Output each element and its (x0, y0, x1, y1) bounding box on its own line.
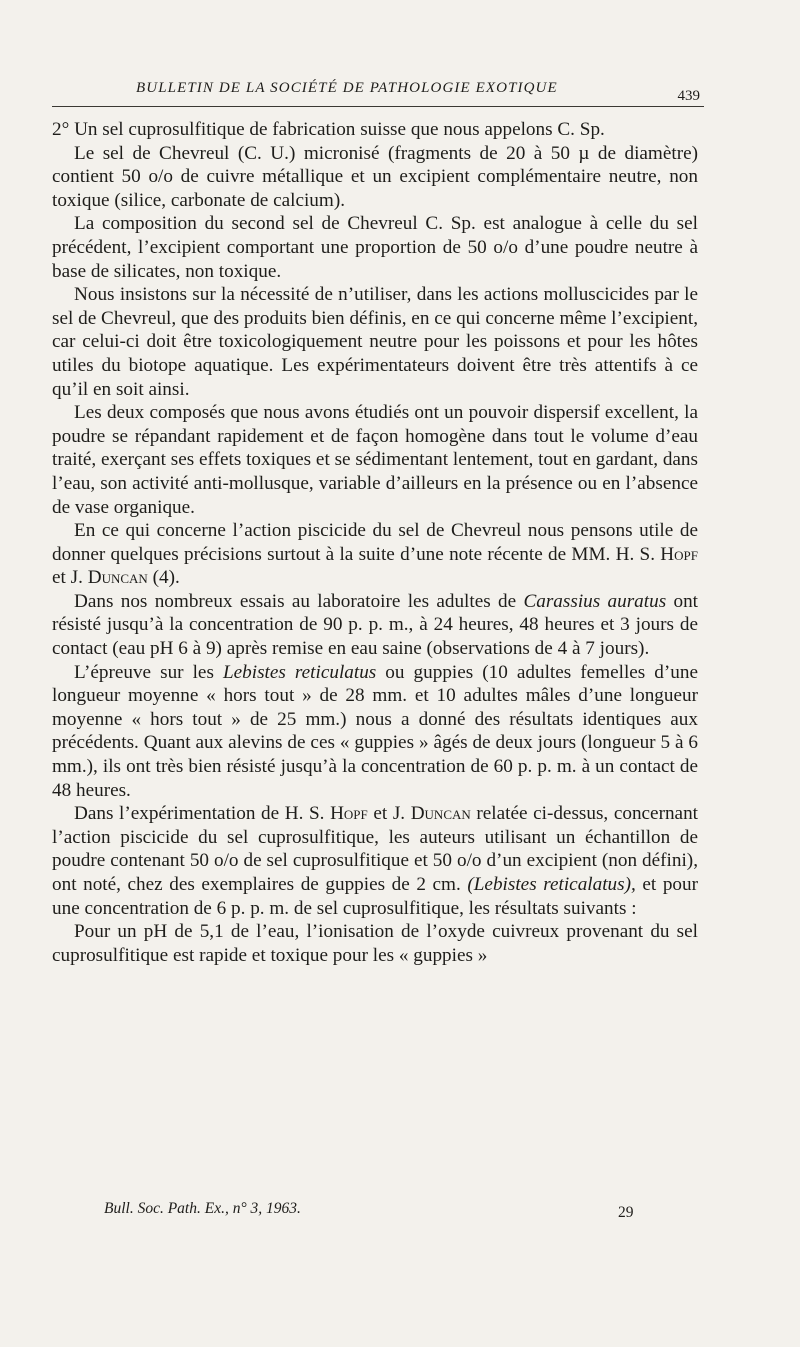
author-name: Duncan (410, 803, 471, 825)
species-name: (Lebistes reticalatus), (467, 874, 636, 895)
paragraph: Les deux composés que nous avons étudiés ont un pouvoir dispersif excellent, la poudre se répandant rapidement et de façon homogène dans tout le volume d’eau traité, exerçant ses effets toxiques et se sédimentant lentement, tout en gardant, dans l’eau, son activité anti-mollusque, variable d’ailleurs en la présence ou en l’absence de vase organique. (52, 402, 698, 518)
paragraph: Dans l’expérimentation de H. S. Hopf et J. Duncan relatée ci-dessus, concernant l’action piscicide du sel cuprosulfitique, les auteurs utilisant un échantillon de poudre contenant 50 o/o de sel cuprosulfitique et 50 o/o d’un excipient (non défini), ont noté, chez des exemplaires de guppies de 2 cm. (Lebistes reticalatus), et pour une concentration de 6 p. p. m. de sel cuprosulfitique, les résultats suivants : (52, 803, 698, 919)
page-footer (52, 1200, 698, 1226)
species-name: Lebistes reticulatus (222, 661, 377, 683)
paragraph: Pour un pH de 5,1 de l’eau, l’ionisation de l’oxyde cuivreux provenant du sel cuprosulfitique est rapide et toxique pour les « guppies » (52, 921, 698, 966)
author-name: Hopf (330, 803, 368, 825)
species-name: Carassius auratus (523, 590, 667, 612)
journal-citation: Bull. Soc. Path. Ex., n° 3, 1963. (104, 1200, 301, 1217)
author-name: Hopf (660, 543, 698, 565)
signature-mark: 29 (618, 1204, 634, 1221)
paragraph: En ce qui concerne l’action piscicide du sel de Chevreul nous pensons utile de donner quelques précisions surtout à la suite d’une note récente de MM. H. S. Hopf et J. Duncan (4). (52, 520, 698, 589)
running-head: BULLETIN DE LA SOCIÉTÉ DE PATHOLOGIE EXOTIQUE (136, 80, 558, 96)
paragraph: L’épreuve sur les Lebistes reticulatus ou guppies (10 adultes femelles d’une longueur moyenne « hors tout » de 28 mm. et 10 adultes mâles d’une longueur moyenne « hors tout » de 25 mm.) nous a donné des résultats identiques aux précédents. Quant aux alevins de ces « guppies » âgés de deux jours (longueur 5 à 6 mm.), ils ont très bien résisté jusqu’à la concentration de 60 p. p. m. à un contact de 48 heures. (52, 661, 698, 801)
author-name: Duncan (87, 567, 148, 589)
paragraph: Le sel de Chevreul (C. U.) micronisé (fragments de 20 à 50 µ de diamètre) contient 50 o/o de cuivre métallique et un excipient complémentaire neutre, non toxique (silice, carbonate de calcium). (52, 142, 698, 211)
paragraph: Nous insistons sur la nécessité de n’utiliser, dans les actions molluscicides par le sel de Chevreul, que des produits bien définis, en ce qui concerne même l’excipient, car celui-ci doit être toxicologiquement neutre pour les poissons et pour les hôtes utiles du biotope aquatique. Les expérimentateurs doivent être très attentifs à ce qu’il en soit ainsi. (52, 284, 698, 400)
paragraph: La composition du second sel de Chevreul C. Sp. est analogue à celle du sel précédent, l’excipient comportant une proportion de 50 o/o d’une poudre neutre à base de silicates, non toxique. (52, 213, 698, 282)
paragraph: Dans nos nombreux essais au laboratoire les adultes de Carassius auratus ont résisté jusqu’à la concentration de 90 p. p. m., à 24 heures, 48 heures et 3 jours de contact (eau pH 6 à 9) après remise en eau saine (observations de 4 à 7 jours). (52, 590, 699, 660)
page-number: 439 (677, 88, 700, 104)
body-text (52, 118, 698, 967)
paragraph: 2° Un sel cuprosulfitique de fabrication suisse que nous appelons C. Sp. (52, 119, 605, 140)
page-header (52, 80, 704, 107)
